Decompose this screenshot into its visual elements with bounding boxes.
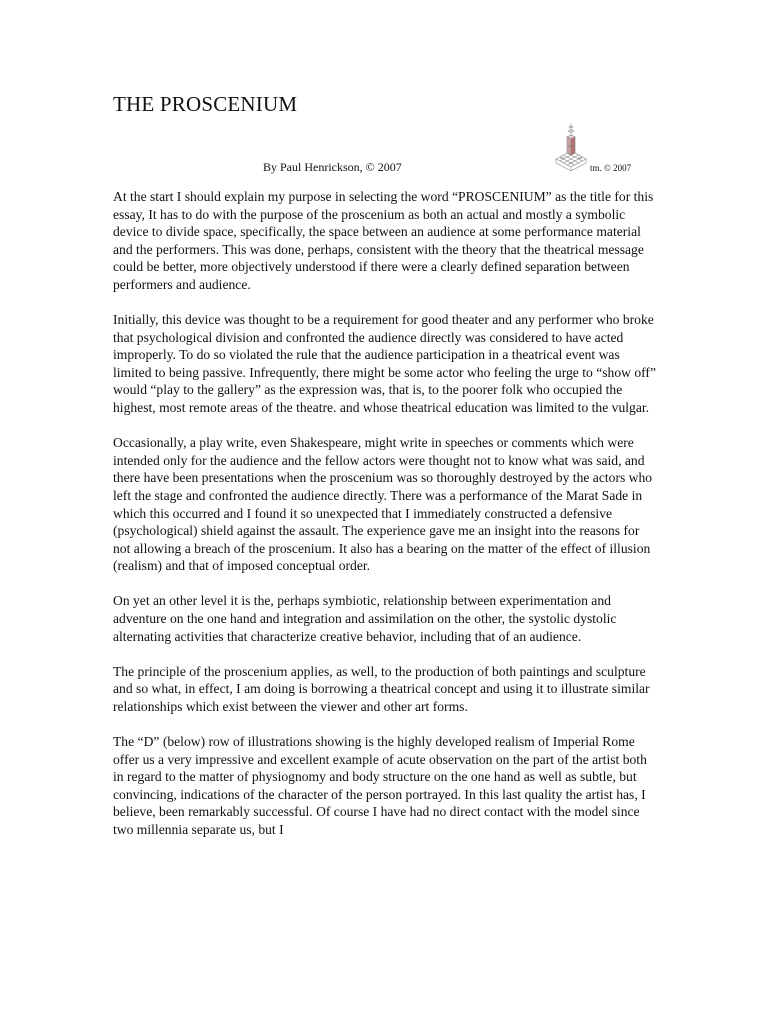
- paragraph: Occasionally, a play write, even Shakespeare, might write in speeches or comments which were intended only for the audience and the fellow actors were thought not to know what was said, and there have been presentations when the proscenium was so thoroughly destroyed by the actors who left the stage and confronted the audience directly. There was a performance of the Marat Sade in which this occurred and I found it so unexpected that I immediately constructed a defensive (psychological) shield against the assault. The experience gave me an insight into the reasons for not allowing a breach of the proscenium. It also has a bearing on the matter of the effect of illusion (realism) and that of imposed conceptual order.: [113, 435, 653, 574]
- author-byline: By Paul Henrickson, © 2007: [263, 160, 402, 174]
- tower-cube-logo-icon: [554, 121, 588, 171]
- paragraph: On yet an other level it is the, perhaps symbiotic, relationship between experimentation and adventure on the one hand and integration and assimilation on the other, the systolic dystolic alternating activities that characterize creative behavior, including that of an audience.: [113, 593, 617, 644]
- essay-body: [113, 188, 658, 856]
- document-title: THE PROSCENIUM: [113, 92, 298, 116]
- paragraph: Initially, this device was thought to be a requirement for good theater and any performer who broke that psychological division and confronted the audience directly was considered to have acted improperly. To do so violated the rule that the audience participation in a theatrical event was limited to being passive. Infrequently, there might be some actor who feeling the urge to “show off” would “play to the gallery” as the expression was, that is, to the poorer folk who occupied the highest, most remote areas of the theatre. and whose theatrical education was limited to the vulgar.: [113, 312, 656, 416]
- paragraph: At the start I should explain my purpose in selecting the word “PROSCENIUM” as the title for this essay, It has to do with the purpose of the proscenium as both an actual and mostly a symbolic device to divide space, specifically, the space between an audience at some performance material and the performers. This was done, perhaps, consistent with the theory that the theatrical message could be better, more objectively understood if there were a clearly defined separation between performers and audience.: [113, 189, 654, 292]
- paragraph: The “D” (below) row of illustrations showing is the highly developed realism of Imperial Rome offer us a very impressive and excellent example of acute observation on the part of the artist both in regard to the matter of physiognomy and body structure on the one hand as well as subtle, but convincing, indications of the character of the person portrayed. In this last quality the artist has, I believe, been remarkably successful. Of course I have had no direct contact with the model since two millennia separate us, but I: [113, 733, 647, 837]
- trademark-notice: tm. © 2007: [590, 163, 632, 173]
- paragraph: The principle of the proscenium applies, as well, to the production of both paintings and sculpture and so what, in effect, I am doing is borrowing a theatrical concept and using it to illustrate similar relationships which exist between the viewer and other art forms.: [113, 663, 650, 714]
